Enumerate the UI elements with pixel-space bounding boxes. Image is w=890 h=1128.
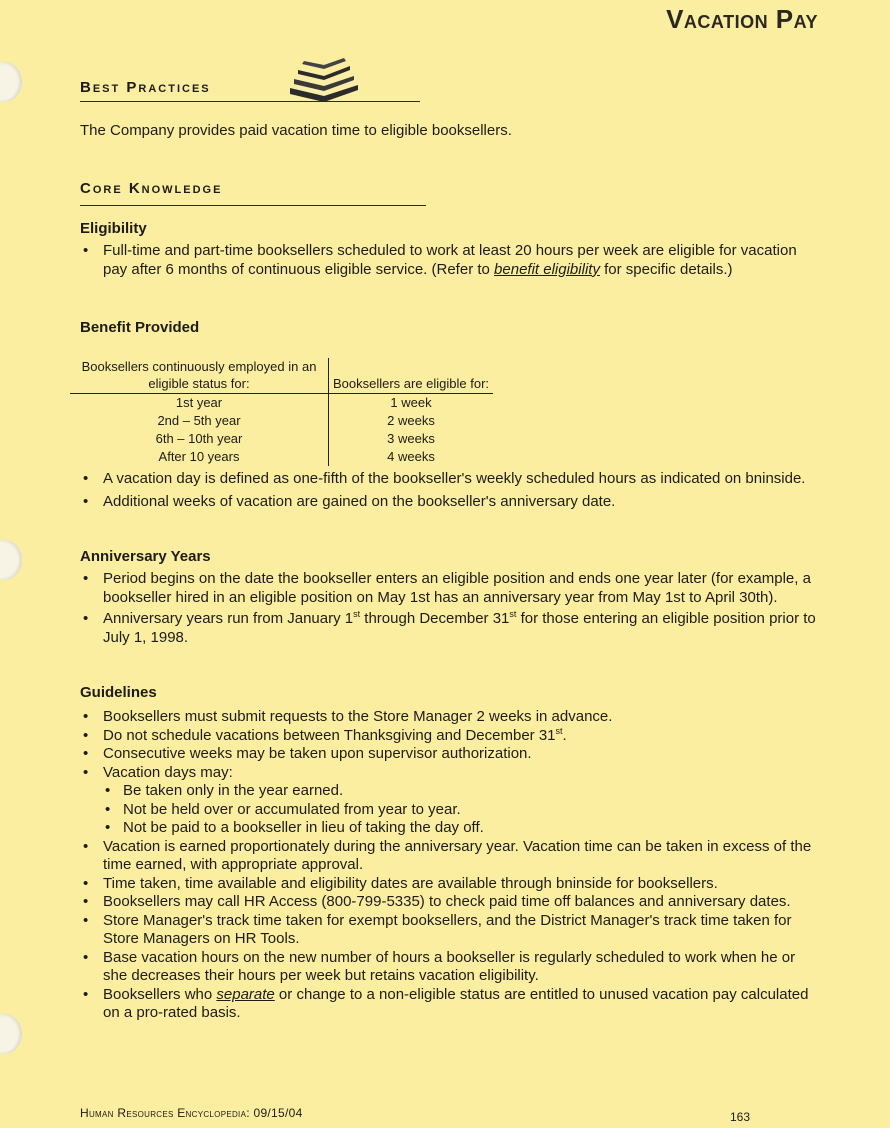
list-item: • Booksellers may call HR Access (800-799-5335) to check paid time off balances and anniversary dates. <box>80 893 820 912</box>
books-icon <box>284 56 364 104</box>
page-number: 163 <box>730 1110 751 1124</box>
guidelines-list <box>80 708 820 1023</box>
table-row <box>70 448 493 466</box>
benefit-eligibility-link[interactable]: benefit eligibility <box>494 260 600 278</box>
footer-source: Human Resources Encyclopedia: 09/15/04 <box>80 1106 303 1120</box>
benefit-table <box>70 358 493 466</box>
list-item: • Consecutive weeks may be taken upon supervisor authorization. <box>80 745 820 764</box>
list-item: • Booksellers must submit requests to the Store Manager 2 weeks in advance. <box>80 708 820 727</box>
list-item: • Period begins on the date the bookseller enters an eligible position and ends one year later (for example, a bookseller hired in an eligible position on May 1st has an anniversary year from May 1st to April 30th). <box>80 570 820 607</box>
list-item: • Not be held over or accumulated from year to year. <box>80 801 820 820</box>
section-rule <box>80 205 426 206</box>
core-knowledge-heading: Core Knowledge <box>80 180 223 197</box>
period-cell: 6th – 10th year <box>70 430 329 448</box>
eligibility-list <box>80 242 820 279</box>
section-rule <box>80 101 420 102</box>
list-item: • Time taken, time available and eligibility dates are available through bninside for booksellers. <box>80 875 820 894</box>
hole-punch <box>0 62 22 102</box>
page-title: Vacation Pay <box>666 4 818 34</box>
table-row <box>70 430 493 448</box>
list-item: • Anniversary years run from January 1st through December 31st for those entering an eligible position prior to July 1, 1998. <box>80 610 820 647</box>
benefit-cell: 1 week <box>390 395 432 410</box>
eligibility-heading: Eligibility <box>80 220 147 237</box>
best-practices-heading: Best Practices <box>80 79 211 96</box>
column-header-employment: Booksellers continuously employed in an eligible status for: <box>70 358 329 394</box>
best-practices-text: The Company provides paid vacation time to eligible booksellers. <box>80 122 512 139</box>
list-item: • Vacation is earned proportionately during the anniversary year. Vacation time can be taken in excess of the time earned, with appropriate approval. <box>80 838 820 875</box>
table-header-row <box>70 358 493 394</box>
benefit-notes-list <box>80 470 820 511</box>
period-cell: 2nd – 5th year <box>70 412 329 430</box>
hole-punch <box>0 540 22 580</box>
column-header-eligibility: Booksellers are eligible for: <box>332 376 490 391</box>
list-item: • Not be paid to a bookseller in lieu of taking the day off. <box>80 819 820 838</box>
anniversary-years-heading: Anniversary Years <box>80 548 211 565</box>
hole-punch <box>0 1014 22 1054</box>
period-cell: 1st year <box>70 394 329 413</box>
guidelines-heading: Guidelines <box>80 684 157 701</box>
anniversary-list <box>80 570 820 647</box>
list-item: • Full-time and part-time booksellers scheduled to work at least 20 hours per week are eligible for vacation pay after 6 months of continuous eligible service. (Refer to benefit eligibility for specific details.) <box>80 242 820 279</box>
period-cell: After 10 years <box>70 448 329 466</box>
list-item: • Vacation days may: <box>80 764 820 783</box>
separate-link[interactable]: separate <box>216 985 275 1003</box>
table-row <box>70 412 493 430</box>
list-item: • Do not schedule vacations between Thanksgiving and December 31st. <box>80 727 820 746</box>
list-item: • Store Manager's track time taken for exempt booksellers, and the District Manager's track time taken for Store Managers on HR Tools. <box>80 912 820 949</box>
benefit-cell: 4 weeks <box>387 449 435 464</box>
benefit-provided-heading: Benefit Provided <box>80 319 200 336</box>
list-item: • Base vacation hours on the new number of hours a bookseller is regularly scheduled to work when he or she decreases their hours per week but retains vacation eligibility. <box>80 949 820 986</box>
list-item: • Additional weeks of vacation are gained on the bookseller's anniversary date. <box>80 493 820 512</box>
list-item: • Be taken only in the year earned. <box>80 782 820 801</box>
list-item: • Booksellers who separate or change to a non-eligible status are entitled to unused vacation pay calculated on a pro-rated basis. <box>80 986 820 1023</box>
benefit-cell: 2 weeks <box>387 413 435 428</box>
benefit-cell: 3 weeks <box>387 431 435 446</box>
list-item: • A vacation day is defined as one-fifth of the bookseller's weekly scheduled hours as indicated on bninside. <box>80 470 820 489</box>
table-row <box>70 394 493 413</box>
